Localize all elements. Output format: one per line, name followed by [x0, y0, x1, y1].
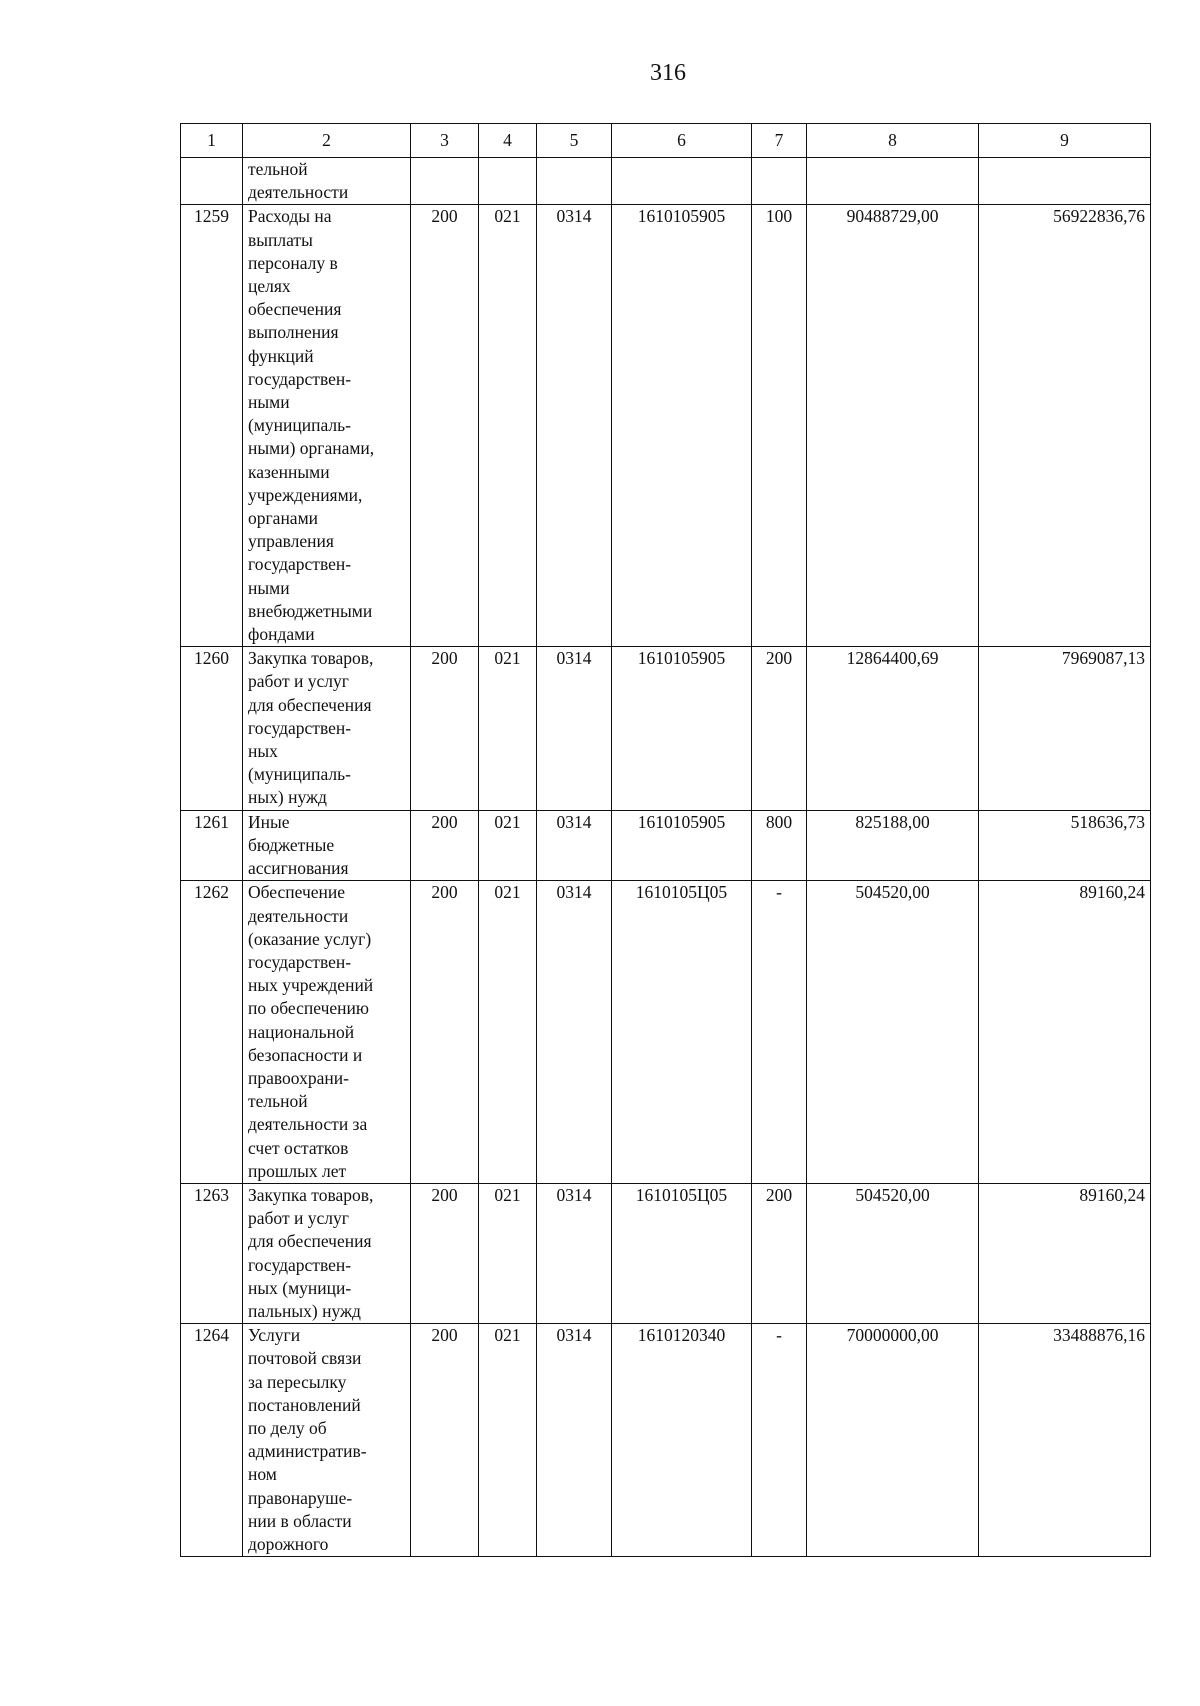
cell — [479, 158, 537, 205]
name-line: ном — [248, 1464, 277, 1485]
column-4-cell: 021 — [479, 647, 537, 810]
column-4-cell: 021 — [479, 810, 537, 881]
column-number: 7 — [752, 124, 807, 158]
column-5-cell: 0314 — [537, 881, 612, 1184]
name-line: целях — [248, 276, 291, 297]
name-line: для обеспечения — [248, 1231, 372, 1252]
name-line: тельной — [248, 1091, 308, 1112]
cell — [752, 158, 807, 205]
name-line: деятельности — [248, 182, 349, 203]
name-line: ных учреждений — [248, 975, 374, 996]
column-6-cell: 1610105Ц05 — [612, 1183, 752, 1323]
name-line: ных — [248, 741, 278, 762]
name-line: государствен- — [248, 554, 352, 575]
column-9-amount-cell: 56922836,76 — [979, 205, 1151, 647]
name-line: органами — [248, 508, 319, 529]
column-5-cell: 0314 — [537, 647, 612, 810]
column-5-cell: 0314 — [537, 810, 612, 881]
column-7-cell: - — [752, 1324, 807, 1557]
table-row — [181, 1183, 1151, 1323]
column-3-cell: 200 — [411, 647, 479, 810]
column-number: 9 — [979, 124, 1151, 158]
name-line: пальных) нужд — [248, 1300, 361, 1321]
column-9-amount-cell: 89160,24 — [979, 1183, 1151, 1323]
column-8-amount-cell: 504520,00 — [807, 1183, 979, 1323]
cell — [612, 158, 752, 205]
column-9-amount-cell: 7969087,13 — [979, 647, 1151, 810]
row-name-cell — [243, 1324, 411, 1557]
name-line: выплаты — [248, 229, 313, 250]
row-name-cell — [243, 647, 411, 810]
column-8-amount-cell: 825188,00 — [807, 810, 979, 881]
name-line: (оказание услуг) — [248, 928, 372, 949]
name-line: Расходы на — [248, 206, 332, 227]
row-name-cell — [243, 205, 411, 647]
name-line: постановлений — [248, 1394, 361, 1415]
column-3-cell: 200 — [411, 881, 479, 1184]
column-8-amount-cell: 12864400,69 — [807, 647, 979, 810]
name-line: Иные — [248, 811, 290, 832]
name-line: персоналу в — [248, 252, 338, 273]
name-line: безопасности и — [248, 1044, 363, 1065]
column-4-cell: 021 — [479, 1183, 537, 1323]
cell — [537, 158, 612, 205]
column-6-cell: 1610120340 — [612, 1324, 752, 1557]
name-line: казенными — [248, 461, 330, 482]
cell — [411, 158, 479, 205]
table-row — [181, 647, 1151, 810]
name-line: ных (муници- — [248, 1277, 352, 1298]
row-number-cell: 1262 — [181, 881, 243, 1184]
column-7-cell: 800 — [752, 810, 807, 881]
column-7-cell: 200 — [752, 647, 807, 810]
row-number-cell: 1264 — [181, 1324, 243, 1557]
table-row — [181, 810, 1151, 881]
cell — [979, 158, 1151, 205]
name-line: деятельности — [248, 905, 349, 926]
name-line: (муниципаль- — [248, 415, 351, 436]
column-7-cell: - — [752, 881, 807, 1184]
column-3-cell: 200 — [411, 810, 479, 881]
name-line: учреждениями, — [248, 484, 363, 505]
row-number-cell: 1263 — [181, 1183, 243, 1323]
column-5-cell: 0314 — [537, 205, 612, 647]
name-line: прошлых лет — [248, 1160, 347, 1181]
name-line: управления — [248, 531, 334, 552]
name-line: для обеспечения — [248, 694, 372, 715]
name-line: работ и услуг — [248, 1208, 349, 1229]
row-name-cell — [243, 881, 411, 1184]
page-number: 316 — [650, 60, 686, 86]
column-9-amount-cell: 33488876,16 — [979, 1324, 1151, 1557]
column-8-amount-cell: 90488729,00 — [807, 205, 979, 647]
row-name-cell — [243, 1183, 411, 1323]
budget-table — [180, 123, 1151, 1557]
column-number: 2 — [243, 124, 411, 158]
column-number: 3 — [411, 124, 479, 158]
column-4-cell: 021 — [479, 205, 537, 647]
column-number: 5 — [537, 124, 612, 158]
name-line: работ и услуг — [248, 671, 349, 692]
row-number-cell — [181, 158, 243, 205]
table-row — [181, 205, 1151, 647]
name-line: Услуги — [248, 1325, 301, 1346]
cell — [807, 158, 979, 205]
name-line: государствен- — [248, 368, 352, 389]
name-line: тельной — [248, 159, 308, 179]
column-number: 1 — [181, 124, 243, 158]
table-row — [181, 881, 1151, 1184]
column-6-cell: 1610105Ц05 — [612, 881, 752, 1184]
name-line: бюджетные — [248, 834, 335, 855]
column-number: 8 — [807, 124, 979, 158]
column-number-row — [181, 124, 1151, 158]
name-line: ными — [248, 577, 290, 598]
name-line: государствен- — [248, 951, 352, 972]
name-line: ных) нужд — [248, 787, 327, 808]
name-line: обеспечения — [248, 299, 342, 320]
table-row — [181, 1324, 1151, 1557]
row-number-cell: 1259 — [181, 205, 243, 647]
row-number-cell: 1261 — [181, 810, 243, 881]
name-line: правонаруше- — [248, 1487, 353, 1508]
column-number: 4 — [479, 124, 537, 158]
column-3-cell: 200 — [411, 1183, 479, 1323]
continuation-row — [181, 158, 1151, 205]
column-8-amount-cell: 504520,00 — [807, 881, 979, 1184]
column-6-cell: 1610105905 — [612, 205, 752, 647]
name-line: выполнения — [248, 322, 339, 343]
column-4-cell: 021 — [479, 881, 537, 1184]
name-line: нии в области — [248, 1510, 352, 1531]
name-line: деятельности за — [248, 1114, 368, 1135]
name-line: Обеспечение — [248, 882, 346, 903]
name-line: внебюджетными — [248, 600, 373, 621]
column-9-amount-cell: 89160,24 — [979, 881, 1151, 1184]
row-name-cell — [243, 810, 411, 881]
row-number-cell: 1260 — [181, 647, 243, 810]
column-5-cell: 0314 — [537, 1324, 612, 1557]
column-9-amount-cell: 518636,73 — [979, 810, 1151, 881]
column-4-cell: 021 — [479, 1324, 537, 1557]
name-line: счет остатков — [248, 1137, 349, 1158]
name-line: национальной — [248, 1021, 355, 1042]
column-7-cell: 100 — [752, 205, 807, 647]
name-line: по обеспечению — [248, 998, 369, 1019]
name-line: ными) органами, — [248, 438, 375, 459]
column-number: 6 — [612, 124, 752, 158]
name-line: дорожного — [248, 1533, 329, 1554]
name-line: фондами — [248, 624, 315, 645]
column-5-cell: 0314 — [537, 1183, 612, 1323]
name-line: почтовой связи — [248, 1348, 362, 1369]
name-line: функций — [248, 345, 314, 366]
name-line: государствен- — [248, 717, 352, 738]
column-7-cell: 200 — [752, 1183, 807, 1323]
name-line: (муниципаль- — [248, 764, 351, 785]
column-6-cell: 1610105905 — [612, 810, 752, 881]
name-line: Закупка товаров, — [248, 1184, 374, 1205]
name-line: Закупка товаров, — [248, 648, 374, 669]
row-name-cell — [243, 158, 411, 205]
name-line: государствен- — [248, 1254, 352, 1275]
name-line: административ- — [248, 1441, 367, 1462]
name-line: по делу об — [248, 1417, 327, 1438]
name-line: за пересылку — [248, 1371, 347, 1392]
column-8-amount-cell: 70000000,00 — [807, 1324, 979, 1557]
column-3-cell: 200 — [411, 205, 479, 647]
column-3-cell: 200 — [411, 1324, 479, 1557]
name-line: ными — [248, 392, 290, 413]
name-line: ассигнования — [248, 858, 349, 879]
column-6-cell: 1610105905 — [612, 647, 752, 810]
name-line: правоохрани- — [248, 1067, 349, 1088]
